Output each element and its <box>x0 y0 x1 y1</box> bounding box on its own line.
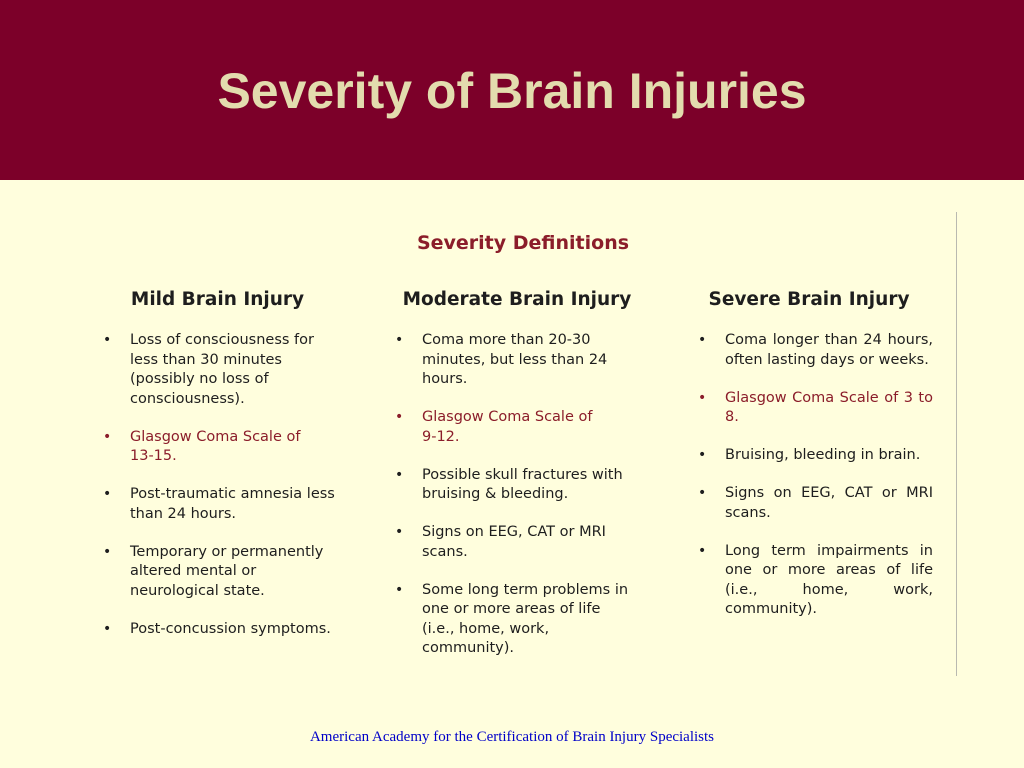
list-item: • Temporary or permanently altered mental or neurological state. <box>103 543 324 599</box>
mild-injury-column <box>90 287 345 658</box>
bullet-icon: • <box>103 428 112 445</box>
list-item: • Post-concussion symptoms. <box>90 620 345 640</box>
list-item: • Coma more than 20-30 minutes, but less than 24 hours. <box>395 332 608 387</box>
severe-injury-column <box>685 287 933 638</box>
bullet-icon: • <box>698 447 707 463</box>
section-heading: Severity Definitions <box>416 232 630 254</box>
list-item: • Signs on EEG, CAT or MRI scans. <box>698 485 933 521</box>
list-item: • Some long term problems in one or more areas of life (i.e., home, work, community). <box>395 581 629 656</box>
bullet-icon: • <box>698 332 707 348</box>
moderate-injury-list <box>382 331 652 659</box>
list-item: • Post-traumatic amnesia less than 24 hours. <box>103 486 335 522</box>
bullet-icon: • <box>698 542 707 559</box>
title-banner <box>0 0 1024 180</box>
bullet-icon: • <box>395 581 404 598</box>
footer-credit: American Academy for the Certification of Brain Injury Specialists <box>309 729 715 745</box>
bullet-icon: • <box>395 466 404 483</box>
severe-injury-heading: Severe Brain Injury <box>708 289 910 310</box>
list-item: • Signs on EEG, CAT or MRI scans. <box>395 524 606 560</box>
moderate-injury-heading: Moderate Brain Injury <box>402 289 632 310</box>
page-title: Severity of Brain Injuries <box>217 63 807 119</box>
mild-injury-list <box>90 331 345 639</box>
list-item: • Possible skull fractures with bruising & bleeding. <box>395 466 623 502</box>
bullet-icon: • <box>103 543 112 560</box>
list-item: • Loss of consciousness for less than 30 minutes (possibly no loss of consciousness). <box>103 332 314 407</box>
list-item: • Glasgow Coma Scale of 9-12. <box>395 409 593 445</box>
bullet-icon: • <box>698 485 707 501</box>
list-item: • Coma longer than 24 hours, often lasting days or weeks. <box>698 332 933 368</box>
bullet-icon: • <box>103 332 112 348</box>
moderate-injury-column <box>382 287 652 677</box>
list-item: • Glasgow Coma Scale of 13-15. <box>103 428 301 464</box>
mild-injury-heading: Mild Brain Injury <box>130 289 305 310</box>
bullet-icon: • <box>395 409 404 425</box>
list-item: • Bruising, bleeding in brain. <box>685 446 933 466</box>
bullet-icon: • <box>698 389 707 406</box>
list-item: • Glasgow Coma Scale of 3 to 8. <box>698 389 933 425</box>
bullet-icon: • <box>103 620 112 637</box>
bullet-icon: • <box>395 524 404 540</box>
severe-injury-list <box>685 331 933 620</box>
list-item: • Long term impairments in one or more areas of life (i.e., home, work, community). <box>698 542 933 617</box>
severity-definitions-panel <box>90 212 957 676</box>
bullet-icon: • <box>103 486 112 502</box>
bullet-icon: • <box>395 332 404 348</box>
